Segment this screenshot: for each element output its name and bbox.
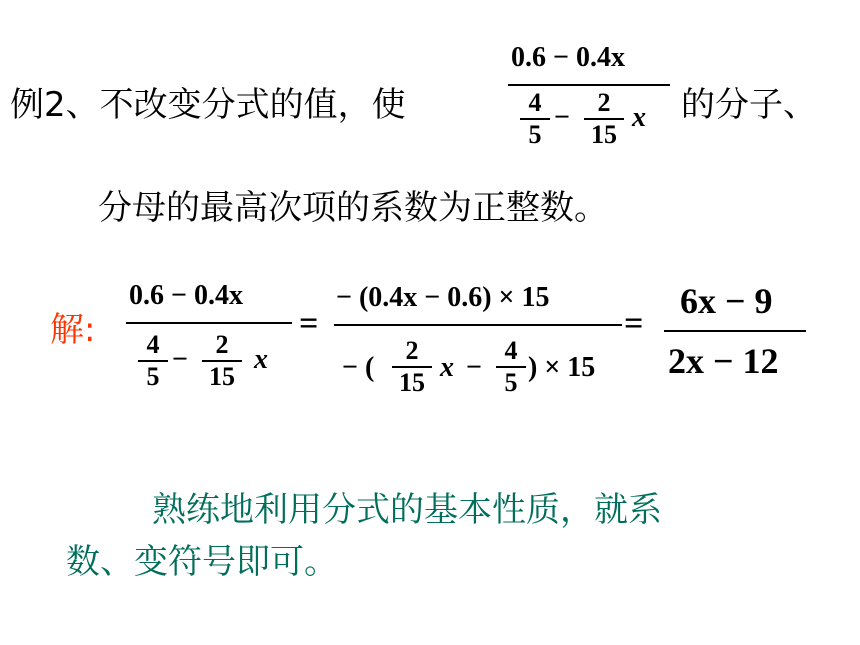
fraction-bar	[508, 84, 670, 86]
result-fraction	[664, 280, 814, 390]
step1-numerator	[336, 282, 550, 314]
step1-den-suffix: ) × 15	[528, 352, 596, 383]
solution-label: 解:	[50, 310, 96, 350]
equals-sign-2: =	[624, 305, 644, 342]
small-fraction-2-15: 2 15	[584, 88, 624, 150]
solution-numerator: 0.6 − 0.4x	[129, 280, 243, 311]
solution-variable-x: x	[254, 344, 268, 375]
result-fraction-bar	[664, 330, 806, 332]
small-fraction-4-5: 4 5	[520, 88, 550, 150]
variable-x: x	[632, 102, 646, 133]
result-denominator: 2x − 12	[668, 341, 779, 381]
solution-small-fraction-4-5: 4 5	[138, 330, 168, 392]
fraction-numerator: 0.6 − 0.4x	[511, 42, 625, 73]
step1-fraction	[334, 280, 624, 430]
note-line1: 熟练地利用分式的基本性质，就系	[152, 490, 662, 530]
problem-line1-prefix: 例2、不改变分式的值，使	[10, 85, 406, 125]
equals-sign-1: =	[299, 305, 319, 342]
problem-line1-suffix: 的分子、	[681, 85, 817, 125]
step1-small-fraction-4-5: 4 5	[496, 336, 526, 398]
solution-minus-sign: −	[172, 344, 188, 375]
step1-fraction-bar	[334, 324, 622, 326]
step1-numerator-text: − (0.4x − 0.6) × 15	[336, 282, 550, 313]
problem-line2: 分母的最高次项的系数为正整数。	[98, 188, 608, 228]
minus-sign: −	[554, 102, 570, 133]
problem-fraction	[508, 40, 673, 185]
step1-minus-sign: −	[466, 352, 482, 383]
step1-small-fraction-2-15: 2 15	[392, 336, 432, 398]
solution-original-fraction	[126, 278, 296, 428]
solution-small-fraction-2-15: 2 15	[202, 330, 242, 392]
note-line2: 数、变符号即可。	[66, 542, 338, 582]
step1-den-prefix: − (	[342, 352, 375, 383]
solution-fraction-bar	[126, 322, 292, 324]
result-numerator: 6x − 9	[680, 281, 773, 321]
step1-variable-x: x	[440, 352, 454, 383]
